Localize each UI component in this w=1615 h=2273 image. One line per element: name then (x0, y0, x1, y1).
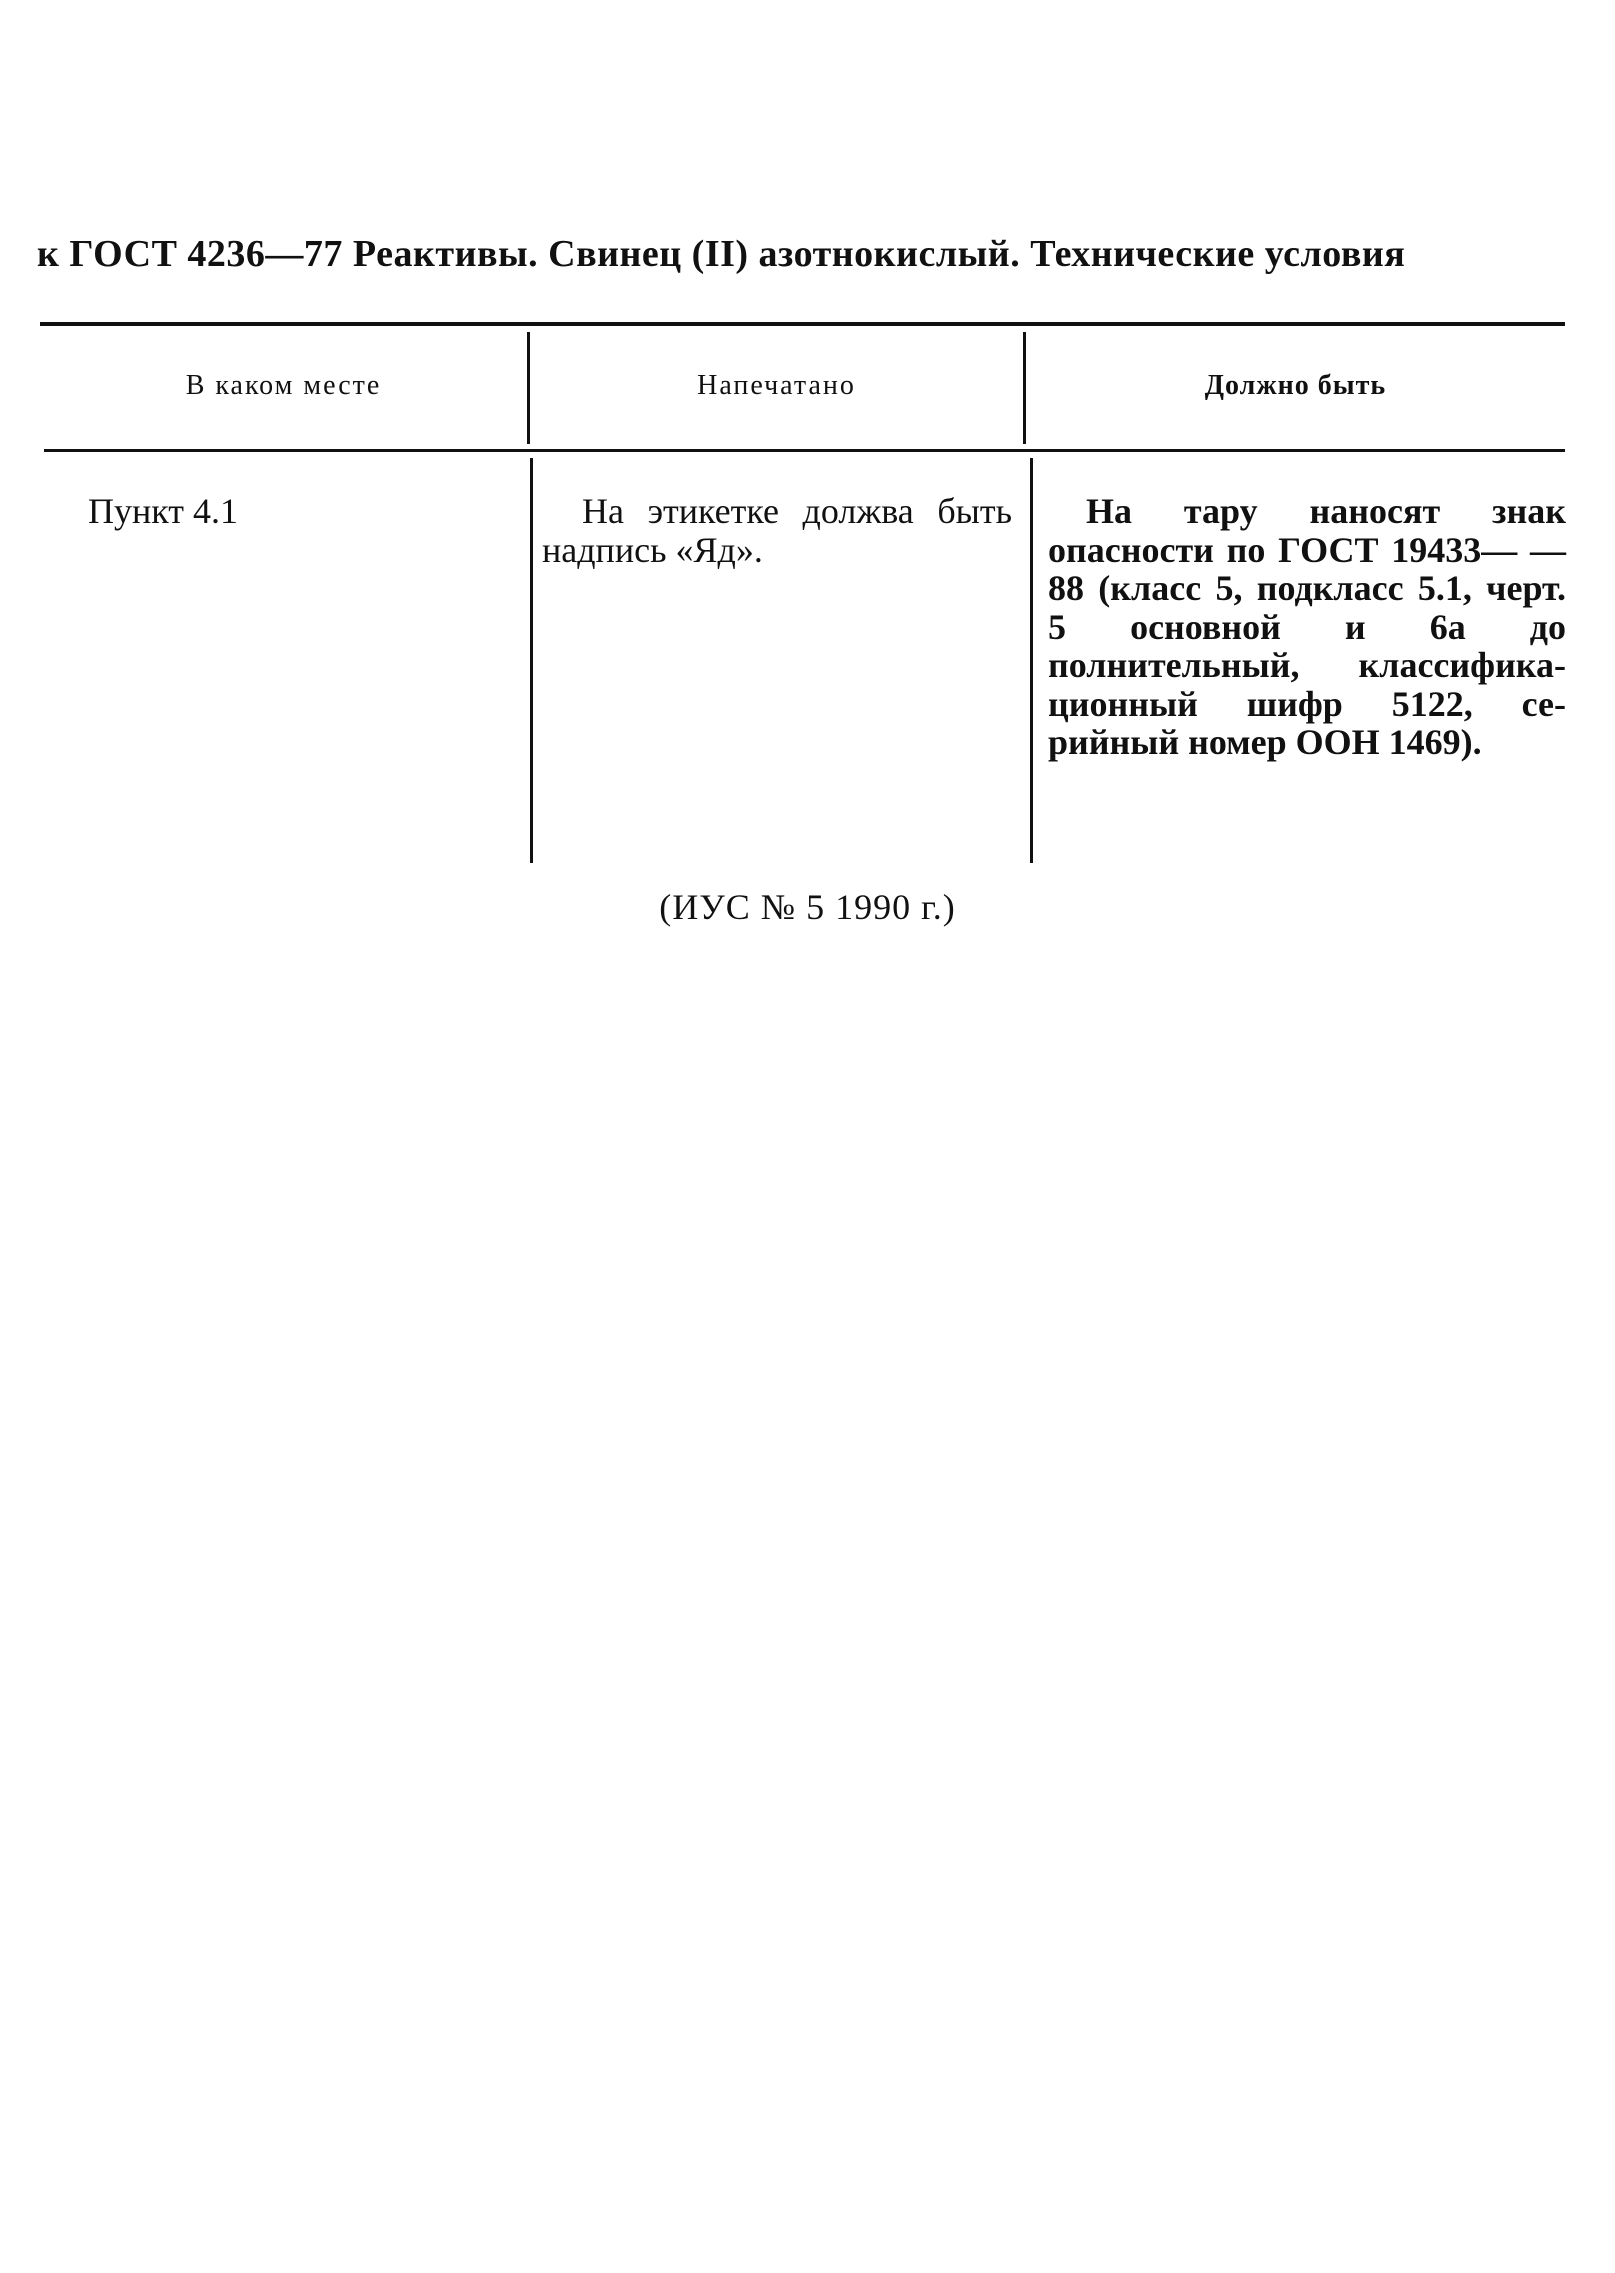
table-cell-printed: На этикетке должва быть надпись «Яд». (542, 491, 1012, 570)
footnote: (ИУС № 5 1990 г.) (659, 887, 956, 927)
table-cell-location: Пункт 4.1 (88, 491, 239, 531)
table-cell-should-be: На тару наносят знак опасности по ГОСТ 19433— —88 (класс 5, подкласс 5.1, черт. 5 основной и 6а до полнительный, классифика- ционный шифр 5122, се- рийный номер ООН 1469). (1048, 491, 1566, 762)
table-column-divider (530, 458, 533, 863)
page-title: к ГОСТ 4236—77 Реактивы. Свинец (II) азотнокислый. Технические условия (37, 233, 1406, 275)
column-header-should-be: Должно быть (1204, 370, 1387, 401)
column-header-printed: Напечатано (697, 370, 856, 401)
table-column-divider (1030, 458, 1033, 863)
table-header-rule (44, 449, 1565, 452)
table-top-rule (40, 322, 1565, 326)
column-header-location: В каком месте (185, 370, 382, 401)
